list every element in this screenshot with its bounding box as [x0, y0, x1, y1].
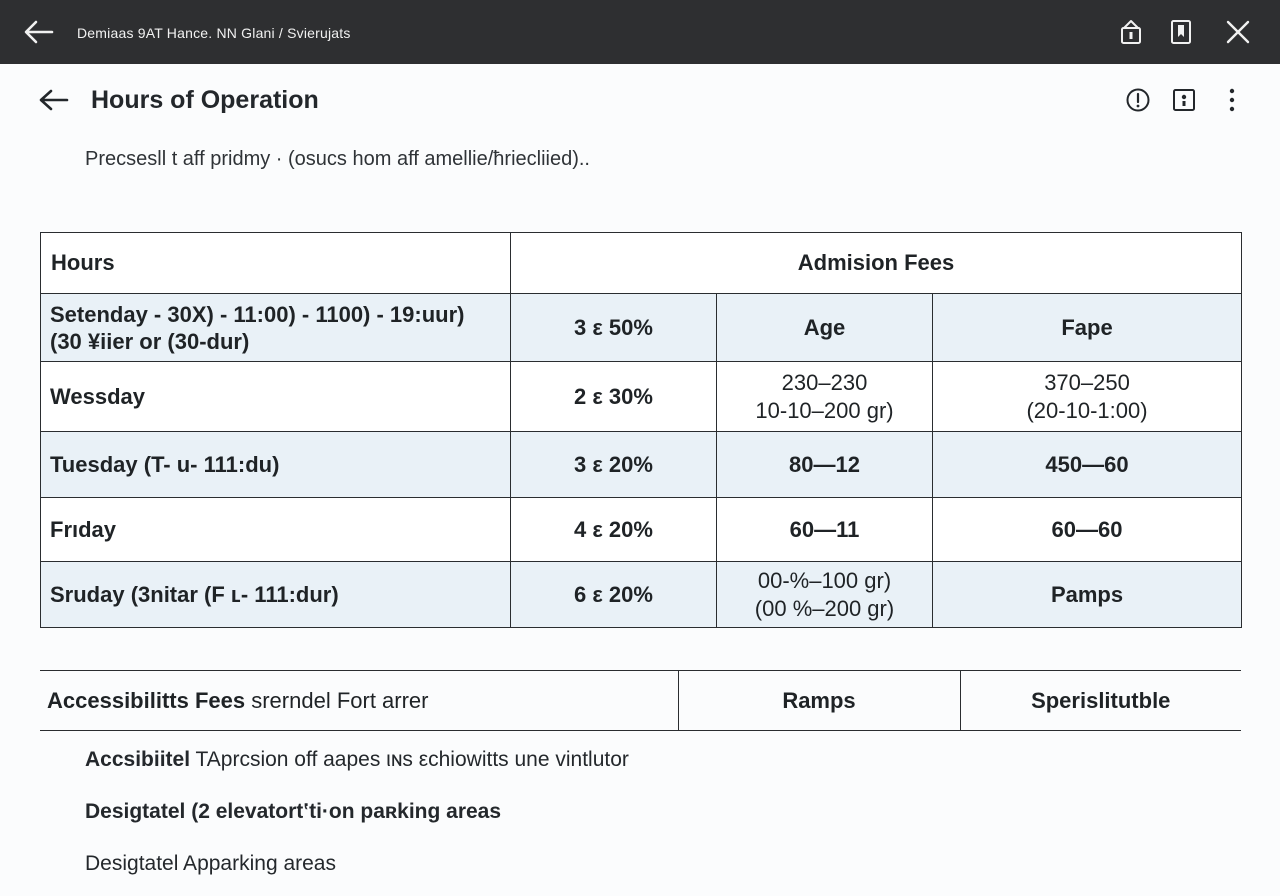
fee-cell: 450—60 — [933, 432, 1242, 498]
page-subtitle: Precsesll t aff pridmy · (osucs hom aff amellie/ħriecliied).. — [85, 148, 590, 170]
parking-areas-note: Desigtatel Apparking areas — [85, 852, 336, 875]
age-cell: 80—12 — [717, 432, 933, 498]
fee-cell: 370–250 (20-10-1:00) — [933, 362, 1242, 432]
fee-cell: Pamps — [933, 562, 1242, 628]
day-cell: Wessday — [41, 362, 511, 432]
hours-table — [40, 232, 1242, 628]
age-cell: Age — [717, 294, 933, 362]
day-cell: Tuesday (T- u- 111:du) — [41, 432, 511, 498]
ramps-cell: Ramps — [678, 671, 960, 731]
fee-cell: Fape — [933, 294, 1242, 362]
page-title: Hours of Operation — [91, 86, 319, 114]
percent-cell: 6 ε 20% — [511, 562, 717, 628]
percent-cell: 3 ε 50% — [511, 294, 717, 362]
app-top-bar — [0, 0, 1280, 64]
column-header-hours: Hours — [41, 233, 511, 294]
more-vertical-icon[interactable] — [1219, 87, 1245, 113]
day-cell: Sruday (3nitar (F ʟ- 111:dur) — [41, 562, 511, 628]
accessibility-fees-cell: Accessibilitts Fees srerndel Fort arrer — [40, 671, 678, 731]
table-row — [41, 362, 1242, 432]
day-cell: Setenday - 30X) - 11:00) - 1100) - 19:uur) (30 ¥iier or (30-dur) — [41, 294, 511, 362]
page-content — [0, 64, 1280, 896]
table-row — [41, 432, 1242, 498]
accessibility-table — [40, 670, 1241, 731]
table-row — [40, 671, 1241, 731]
age-cell: 230–230 10-10–200 gr) — [717, 362, 933, 432]
profile-card-icon[interactable] — [1171, 87, 1197, 113]
age-cell: 00-%–100 gr) (00 %–200 gr) — [717, 562, 933, 628]
percent-cell: 4 ε 20% — [511, 498, 717, 562]
info-icon[interactable] — [1125, 87, 1151, 113]
age-cell: 60—11 — [717, 498, 933, 562]
accessibility-note: Accsibiitel TAprcsion off aapes ιɴs εchiowitts une vintlutor — [85, 748, 629, 771]
lock-icon[interactable] — [1116, 17, 1146, 47]
table-row — [41, 294, 1242, 362]
bookmark-icon[interactable] — [1166, 17, 1196, 47]
elevator-parking-note: Desigtatel (2 elevatortʽti·on paʀking areas — [85, 800, 502, 823]
breadcrumb: Demiaas 9AT Hance. NN Glani / Svierujats — [77, 25, 351, 41]
percent-cell: 2 ε 30% — [511, 362, 717, 432]
close-icon[interactable] — [1223, 17, 1253, 47]
fee-cell: 60—60 — [933, 498, 1242, 562]
accessibility-status-cell: Sperislitutble — [960, 671, 1241, 731]
percent-cell: 3 ε 20% — [511, 432, 717, 498]
column-header-admission-fees: Admision Fees — [511, 233, 1242, 294]
table-row — [41, 498, 1242, 562]
back-arrow-icon[interactable] — [38, 86, 70, 114]
table-row — [41, 562, 1242, 628]
back-arrow-icon[interactable] — [22, 16, 56, 48]
day-cell: Frıday — [41, 498, 511, 562]
